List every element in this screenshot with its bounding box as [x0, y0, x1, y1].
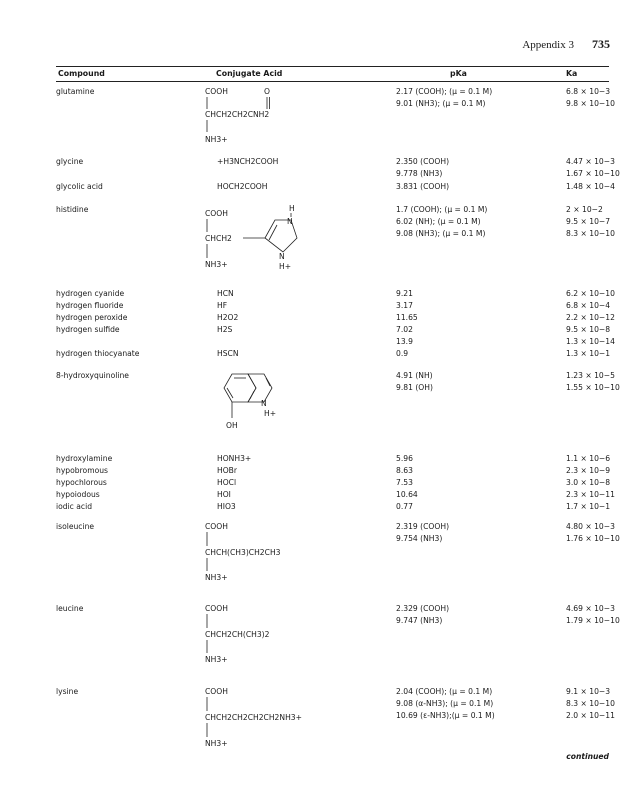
label-nh3: NH3+: [205, 135, 228, 144]
isoleucine-structure: [205, 521, 335, 583]
ka-value: [566, 324, 615, 348]
label-chch2: CHCH2: [205, 234, 232, 243]
ka-value: [566, 348, 610, 360]
pka-value-line: 0.77: [396, 502, 413, 511]
label-cooh: COOH: [205, 604, 228, 613]
col-compound: Compound: [58, 69, 105, 78]
pka-value: [396, 603, 449, 627]
pka-value: [396, 181, 449, 193]
pka-value-line: 2.04 (COOH); (μ = 0.1 M): [396, 687, 493, 696]
pka-value: [396, 324, 413, 348]
pka-value: [396, 86, 492, 110]
glutamine-structure: [205, 86, 325, 152]
conjugate-acid: HIO3: [217, 502, 236, 511]
label-cooh: COOH: [205, 87, 228, 96]
pka-value-line: 9.778 (NH3): [396, 168, 443, 178]
compound-name: isoleucine: [56, 522, 95, 531]
conjugate-acid: HF: [217, 301, 228, 310]
pka-value: [396, 300, 413, 312]
ka-value-line: 1.3 × 10−14: [566, 336, 615, 346]
ka-value: [566, 489, 615, 501]
pka-value-line: 11.65: [396, 313, 418, 322]
compound-name: 8-hydroxyquinoline: [56, 371, 129, 380]
ka-value-line: 2.2 × 10−12: [566, 313, 615, 322]
ka-value-line: 1.55 × 10−10: [566, 382, 620, 392]
pka-value: [396, 156, 449, 180]
label-cooh: COOH: [205, 522, 228, 531]
label-cooh: COOH: [205, 209, 228, 218]
appendix-title: Appendix 3: [522, 39, 574, 51]
ka-value-line: 1.1 × 10−6: [566, 454, 611, 463]
pka-value-line: 4.91 (NH): [396, 371, 433, 380]
pka-value: [396, 348, 408, 360]
pka-value-line: 10.64: [396, 490, 418, 499]
ka-value-line: 1.76 × 10−10: [566, 533, 620, 543]
compound-name: hypochlorous: [56, 478, 107, 487]
page-number: 735: [592, 37, 610, 51]
pka-value-line: 13.9: [396, 336, 413, 346]
ka-value: [566, 477, 610, 489]
pka-value: [396, 312, 418, 324]
label-h-plus: H+: [279, 262, 292, 271]
ka-value-line: 9.5 × 10−8: [566, 325, 611, 334]
ka-value-line: 4.47 × 10−3: [566, 157, 615, 166]
pka-value: [396, 204, 487, 239]
compound-name: hypobromous: [56, 466, 109, 475]
ka-value-line: 6.2 × 10−10: [566, 289, 615, 298]
compound-name: hypoiodous: [56, 490, 100, 499]
ka-value: [566, 204, 615, 239]
ka-value-line: 9.8 × 10−10: [566, 98, 615, 108]
compound-name: leucine: [56, 604, 84, 613]
pka-value-line: 9.754 (NH3): [396, 533, 443, 543]
continued-note: continued: [566, 752, 609, 761]
ka-value-line: 2.3 × 10−9: [566, 466, 611, 475]
compound-name: hydrogen sulfide: [56, 325, 120, 334]
compound-name: iodic acid: [56, 502, 93, 511]
label-oh: OH: [226, 421, 238, 430]
compound-name: glycine: [56, 157, 84, 166]
pka-value-line: 9.81 (OH): [396, 382, 433, 392]
conjugate-acid: HCN: [217, 289, 234, 298]
ka-value: [566, 686, 615, 721]
ka-value-line: 4.69 × 10−3: [566, 604, 615, 613]
ka-value-line: 2 × 10−2: [566, 205, 603, 214]
ka-value-line: 9.5 × 10−7: [566, 216, 611, 226]
pka-value: [396, 686, 495, 721]
label-leucine-chain: CHCH2CH(CH3)2: [205, 630, 270, 639]
ka-value-line: 8.3 × 10−10: [566, 698, 615, 708]
pka-value-line: 10.69 (ε-NH3);(μ = 0.1 M): [396, 710, 495, 720]
ka-value-line: 3.0 × 10−8: [566, 478, 611, 487]
pka-value-line: 9.21: [396, 289, 413, 298]
pka-value-line: 0.9: [396, 349, 409, 358]
pka-value-line: 2.329 (COOH): [396, 604, 450, 613]
label-nh3: NH3+: [205, 739, 228, 748]
conjugate-acid: H2O2: [217, 313, 239, 322]
compound-name: hydrogen peroxide: [56, 313, 128, 322]
pka-value-line: 3.831 (COOH): [396, 182, 450, 191]
pka-value: [396, 501, 413, 513]
label-cooh: COOH: [205, 687, 228, 696]
pka-value-line: 1.7 (COOH); (μ = 0.1 M): [396, 205, 488, 214]
conjugate-acid: HONH3+: [217, 454, 252, 463]
pka-value-line: 2.350 (COOH): [396, 157, 450, 166]
ka-value: [566, 181, 615, 193]
conjugate-acid: HOI: [217, 490, 231, 499]
pka-value-line: 9.08 (NH3); (μ = 0.1 M): [396, 228, 486, 238]
pka-value-line: 5.96: [396, 454, 413, 463]
ka-value-line: 1.48 × 10−4: [566, 182, 615, 191]
conjugate-acid: +H3NCH2COOH: [217, 157, 279, 166]
ka-value-line: 1.79 × 10−10: [566, 615, 620, 625]
label-nh3: NH3+: [205, 573, 228, 582]
compound-name: hydrogen thiocyanate: [56, 349, 140, 358]
pka-value-line: 3.17: [396, 301, 413, 310]
pka-value: [396, 521, 449, 545]
ka-value-line: 6.8 × 10−3: [566, 87, 611, 96]
ka-value-line: 9.1 × 10−3: [566, 687, 611, 696]
pka-value-line: 9.747 (NH3): [396, 615, 443, 625]
label-carbonyl-o: O: [264, 87, 270, 96]
label-glutamine-chain: CHCH2CH2CNH2: [205, 110, 270, 119]
ka-value: [566, 288, 615, 300]
ka-value: [566, 86, 615, 110]
pka-value: [396, 370, 433, 394]
ka-value-line: 4.80 × 10−3: [566, 522, 615, 531]
col-pka: pKa: [450, 69, 467, 78]
ka-value: [566, 453, 610, 465]
pka-value: [396, 288, 413, 300]
compound-name: lysine: [56, 687, 79, 696]
ka-value-line: 1.23 × 10−5: [566, 371, 615, 380]
col-conjugate-acid: Conjugate Acid: [216, 69, 283, 78]
pka-value: [396, 489, 418, 501]
ka-value: [566, 300, 610, 312]
ka-value: [566, 156, 620, 180]
compound-name: glycolic acid: [56, 182, 103, 191]
pka-value-line: 6.02 (NH); (μ = 0.1 M): [396, 216, 481, 226]
label-ring-n: N: [287, 217, 293, 226]
running-head: [522, 37, 610, 52]
table-header: [56, 66, 609, 82]
conjugate-acid: H2S: [217, 325, 233, 334]
leucine-structure: [205, 603, 335, 665]
pka-value: [396, 453, 413, 465]
pka-value-line: 2.319 (COOH): [396, 522, 450, 531]
ka-value-line: 8.3 × 10−10: [566, 228, 615, 238]
col-ka: Ka: [566, 69, 578, 78]
histidine-structure: [205, 204, 335, 278]
label-quinoline-n: N: [261, 399, 267, 408]
conjugate-acid: HOCH2COOH: [217, 182, 268, 191]
label-ring-h: H: [289, 204, 295, 213]
ka-value: [566, 603, 620, 627]
compound-name: histidine: [56, 205, 89, 214]
label-h-plus: H+: [264, 409, 277, 418]
ka-value-line: 1.3 × 10−1: [566, 349, 611, 358]
compound-name: hydrogen fluoride: [56, 301, 124, 310]
pka-value: [396, 465, 413, 477]
label-nh3: NH3+: [205, 655, 228, 664]
pka-value-line: 8.63: [396, 466, 413, 475]
ka-value-line: 1.67 × 10−10: [566, 168, 620, 178]
label-isoleucine-chain: CHCH(CH3)CH2CH3: [205, 548, 281, 557]
ka-value: [566, 370, 620, 394]
label-ring-nh: N: [279, 252, 285, 261]
ka-value-line: 2.3 × 10−11: [566, 490, 615, 499]
ka-value: [566, 501, 610, 513]
pka-value-line: 9.01 (NH3); (μ = 0.1 M): [396, 98, 486, 108]
pka-value-line: 9.08 (α-NH3); (μ = 0.1 M): [396, 698, 494, 708]
compound-name: hydrogen cyanide: [56, 289, 125, 298]
conjugate-acid: HSCN: [217, 349, 239, 358]
hydroxyquinoline-structure: [212, 370, 312, 440]
ka-value: [566, 465, 610, 477]
compound-name: glutamine: [56, 87, 95, 96]
ka-value-line: 2.0 × 10−11: [566, 710, 615, 720]
compound-name: hydroxylamine: [56, 454, 113, 463]
conjugate-acid: HOCl: [217, 478, 237, 487]
ka-value: [566, 521, 620, 545]
pka-value: [396, 477, 413, 489]
label-lysine-chain: CHCH2CH2CH2CH2NH3+: [205, 713, 302, 722]
conjugate-acid: HOBr: [217, 466, 238, 475]
ka-value: [566, 312, 615, 324]
ka-value-line: 6.8 × 10−4: [566, 301, 611, 310]
label-nh3: NH3+: [205, 260, 228, 269]
pka-value-line: 7.53: [396, 478, 413, 487]
pka-value-line: 7.02: [396, 325, 413, 334]
ka-value-line: 1.7 × 10−1: [566, 502, 611, 511]
pka-value-line: 2.17 (COOH); (μ = 0.1 M): [396, 87, 493, 96]
lysine-structure: [205, 686, 355, 750]
